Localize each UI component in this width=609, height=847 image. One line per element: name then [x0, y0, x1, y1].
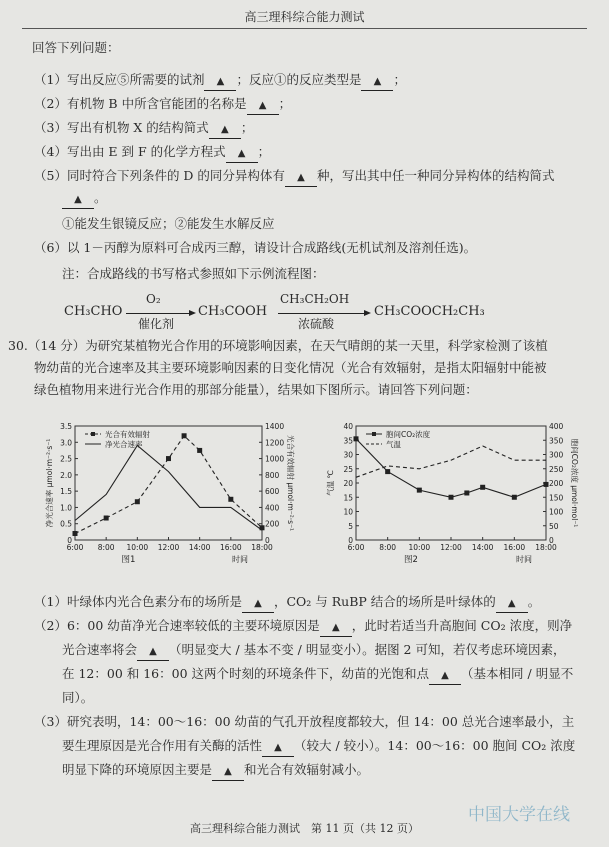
y-right-tick-label: 1400 [265, 422, 285, 431]
y-left-tick-label: 2.0 [60, 470, 72, 480]
answer-blank: ▲ [285, 170, 317, 187]
scheme-intermediate: CH₃COOH [198, 304, 268, 319]
scheme-arrow1-head [189, 310, 196, 316]
y-left-tick-label: 40 [343, 422, 353, 431]
answer-blank: ▲ [209, 122, 241, 139]
y-left-tick-label: 25 [343, 464, 353, 474]
page-header: 高三理科综合能力测试 [244, 10, 365, 24]
x-tick-label: 14:00 [188, 543, 211, 552]
y-right-axis-label: 光合有效辐射 μmol·m⁻²·s⁻¹ [286, 434, 295, 532]
y-right-tick-label: 350 [549, 436, 564, 446]
scheme-product: CH₃COOCH₂CH₃ [374, 304, 485, 319]
page-footer: 高三理科综合能力测试 第 11 页（共 12 页） [190, 822, 419, 835]
intro-text: 回答下列问题： [32, 40, 120, 55]
y-right-tick-label: 150 [549, 493, 564, 503]
x-tick-label: 18:00 [251, 543, 273, 552]
question-5-cont: ▲ 。 [62, 190, 107, 209]
y-right-tick-label: 600 [265, 487, 280, 497]
y-left-tick-label: 5 [348, 521, 353, 531]
answer-blank: ▲ [212, 764, 244, 781]
question-3: （3）写出有机物 X 的结构简式 ▲ ； [34, 120, 253, 139]
y-left-tick-label: 3.5 [60, 422, 72, 431]
chart-title: 图1 [121, 555, 136, 565]
question-30-line1: 30.（14 分）为研究某植物光合作用的环境影响因素，在天气晴朗的某一天里，科学家检测了该植 [8, 338, 548, 353]
data-point [449, 495, 454, 500]
y-right-tick-label: 300 [549, 450, 564, 460]
scheme-arrow2-head [364, 310, 371, 316]
data-point [385, 469, 390, 474]
plot-frame [356, 426, 546, 540]
scheme-arrow1-reagent: O₂ [146, 292, 161, 306]
question-30-2-line2: 光合速率将会 ▲ （明显变大 / 基本不变 / 明显变小）。据图 2 可知，若仅考虑环境因素， [62, 642, 565, 661]
legend-label: 光合有效辐射 [105, 430, 150, 439]
y-left-tick-label: 0 [67, 536, 72, 545]
scheme-arrow2 [278, 313, 366, 314]
answer-blank: ▲ [204, 74, 236, 91]
x-tick-label: 6:00 [347, 543, 365, 552]
question-30-line3: 绿色植物用来进行光合作用的那部分能量），结果如下图所示。请回答下列问题： [34, 382, 478, 397]
series-line [356, 439, 546, 498]
legend-label: 气温 [386, 440, 401, 449]
y-left-tick-label: 0 [348, 536, 353, 545]
x-tick-label: 10:00 [408, 543, 431, 552]
x-tick-label: 12:00 [440, 543, 462, 552]
data-point [417, 488, 422, 493]
x-tick-label: 16:00 [220, 543, 242, 552]
question-5-conditions: ①能发生银镜反应；②能发生水解反应 [62, 216, 275, 231]
reaction-scheme [64, 294, 534, 334]
scheme-arrow2-reagent: CH₃CH₂OH [280, 292, 350, 306]
question-30-1: （1）叶绿体内光合色素分布的场所是 ▲ ，CO₂ 与 RuBP 结合的场所是叶绿体的 ▲ 。 [34, 594, 540, 613]
question-30-2-line4: 同）。 [62, 690, 94, 705]
answer-blank: ▲ [320, 620, 352, 637]
y-right-tick-label: 200 [265, 519, 280, 529]
question-30-2-line1: （2）6：00 幼苗净光合速率较低的主要环境原因是 ▲ ，此时若适当升高胞间 CO₂ 浓度，则净 [34, 618, 572, 637]
y-left-tick-label: 1.0 [60, 503, 72, 513]
x-tick-label: 8:00 [379, 543, 397, 552]
header-divider [22, 28, 587, 29]
data-point [182, 433, 187, 438]
y-right-tick-label: 0 [265, 536, 270, 545]
question-2: （2）有机物 B 中所含官能团的名称是 ▲ ； [34, 96, 291, 115]
question-5: （5）同时符合下列条件的 D 的同分异构体有 ▲ 种，写出其中任一种同分异构体的结构简式 [34, 168, 554, 187]
data-point [480, 485, 485, 490]
data-point [544, 482, 549, 487]
legend-label: 净光合速率 [105, 440, 143, 449]
watermark: 中国大学在线 [468, 805, 570, 825]
y-left-axis-label: 气温 ℃ [326, 470, 335, 496]
y-right-tick-label: 400 [265, 503, 280, 513]
answer-blank: ▲ [242, 596, 274, 613]
plot-frame [75, 426, 262, 540]
x-axis-label: 时间 [232, 555, 248, 564]
scheme-arrow1 [126, 313, 191, 314]
question-1: （1）写出反应⑤所需要的试剂 ▲ ；反应①的反应类型是 ▲ ； [34, 72, 406, 91]
data-point [228, 497, 233, 502]
answer-blank: ▲ [62, 192, 94, 209]
legend-marker [372, 432, 376, 436]
y-right-tick-label: 50 [549, 521, 559, 531]
scheme-arrow1-condition: 催化剂 [138, 317, 175, 331]
y-left-tick-label: 35 [343, 436, 353, 446]
y-right-axis-label: 胞间CO₂浓度 μmol·mol⁻¹ [570, 438, 579, 528]
data-point [166, 456, 171, 461]
y-left-axis-label: 净光合速率 μmol·m⁻²·s⁻¹ [45, 438, 54, 528]
question-30-3-line2: 要生理原因是光合作用有关酶的活性 ▲ （较大 / 较小）。14：00～16：00 胞间 CO₂ 浓度 [62, 738, 575, 757]
data-point [104, 516, 109, 521]
legend-marker [91, 432, 95, 436]
data-point [135, 499, 140, 504]
series-line [75, 436, 262, 534]
chart-title: 图2 [404, 555, 418, 565]
y-right-tick-label: 400 [549, 422, 564, 431]
y-right-tick-label: 200 [549, 479, 564, 488]
y-right-tick-label: 100 [549, 507, 564, 517]
y-left-tick-label: 20 [343, 479, 353, 488]
y-right-tick-label: 1200 [265, 438, 285, 448]
answer-blank: ▲ [361, 74, 393, 91]
data-point [197, 448, 202, 453]
scheme-arrow2-condition: 浓硫酸 [298, 317, 335, 331]
answer-blank: ▲ [247, 98, 279, 115]
x-tick-label: 14:00 [471, 543, 494, 552]
y-left-tick-label: 15 [343, 493, 353, 503]
x-tick-label: 16:00 [503, 543, 526, 552]
x-tick-label: 18:00 [535, 543, 557, 552]
question-30-line2: 物幼苗的光合速率及其主要环境影响因素的日变化情况（光合有效辐射，是指太阳辐射中能被 [34, 360, 547, 375]
question-30-2-line3: 在 12：00 和 16：00 这两个时刻的环境条件下，幼苗的光饱和点 ▲ （基本相同 / 明显不 [62, 666, 573, 685]
x-tick-label: 8:00 [97, 543, 115, 552]
data-point [512, 495, 517, 500]
question-6: （6）以 1－丙醇为原料可合成丙三醇，请设计合成路线(无机试剂及溶剂任选)。 [34, 240, 477, 255]
answer-blank: ▲ [262, 740, 294, 757]
x-tick-label: 10:00 [126, 543, 149, 552]
series-line [356, 446, 546, 477]
y-left-tick-label: 3.0 [60, 438, 72, 448]
y-left-tick-label: 30 [343, 450, 353, 460]
legend-label: 胞间CO₂浓度 [386, 430, 431, 439]
x-tick-label: 6:00 [66, 543, 84, 552]
scheme-reactant: CH₃CHO [64, 304, 123, 319]
question-30-3-line1: （3）研究表明，14：00～16：00 幼苗的气孔开放程度都较大，但 14：00 总光合速率最小，主 [34, 714, 575, 729]
answer-blank: ▲ [496, 596, 528, 613]
figure-1-chart [30, 408, 300, 578]
answer-blank: ▲ [137, 644, 169, 661]
question-4: （4）写出由 E 到 F 的化学方程式 ▲ ； [34, 144, 270, 163]
question-6-note: 注：合成路线的书写格式参照如下示例流程图： [62, 266, 325, 281]
y-right-tick-label: 0 [549, 536, 554, 545]
y-left-tick-label: 1.5 [60, 487, 72, 497]
x-axis-label: 时间 [516, 555, 532, 564]
x-tick-label: 12:00 [157, 543, 180, 552]
y-right-tick-label: 1000 [265, 454, 285, 464]
answer-blank: ▲ [429, 668, 461, 685]
figure-2-chart [308, 408, 588, 578]
y-left-tick-label: 2.5 [60, 454, 72, 464]
data-point [354, 436, 359, 441]
answer-blank: ▲ [226, 146, 258, 163]
y-left-tick-label: 0.5 [60, 519, 72, 529]
y-right-tick-label: 250 [549, 464, 564, 474]
data-point [73, 531, 78, 536]
y-left-tick-label: 10 [343, 507, 353, 517]
data-point [464, 490, 469, 495]
question-30-3-line3: 明显下降的环境原因主要是 ▲ 和光合有效辐射减小。 [62, 762, 369, 781]
y-right-tick-label: 800 [265, 470, 280, 480]
